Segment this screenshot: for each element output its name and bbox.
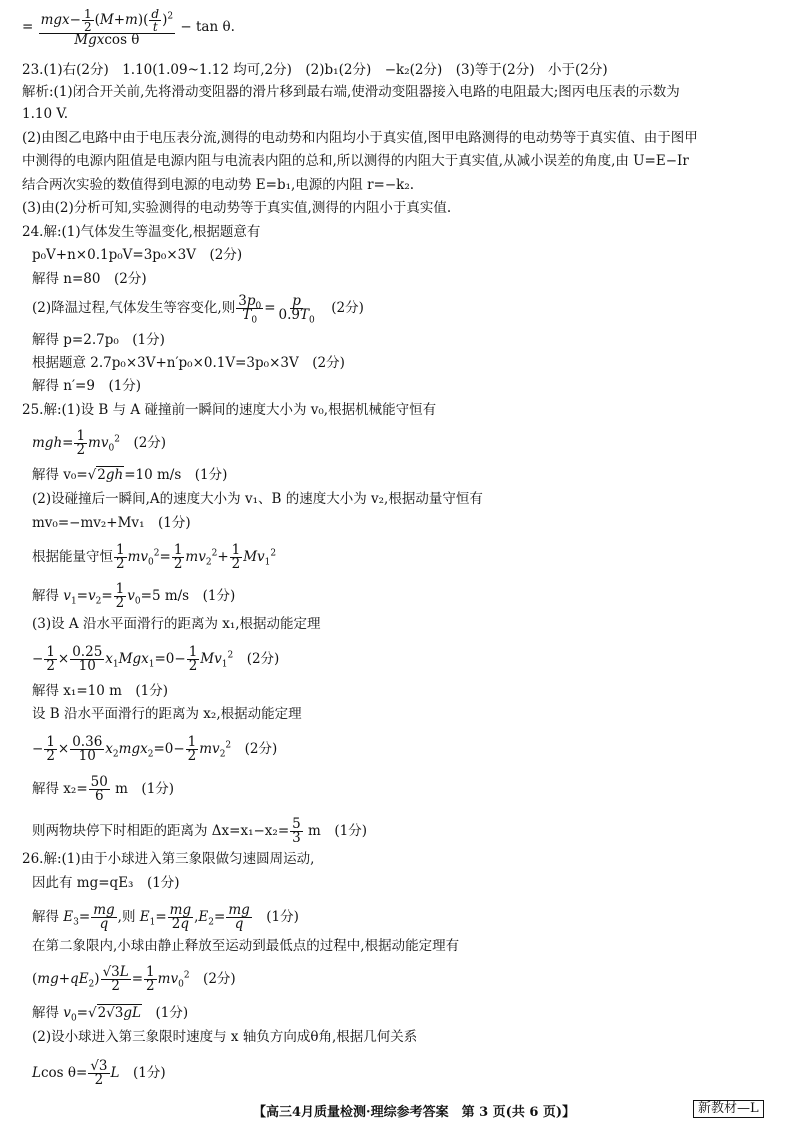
q23-analysis-3: (2)由图乙电路中由于电压表分流,测得的电动势和内阻均小于真实值,图甲电路测得的电动势等于真实值、由于图甲 bbox=[22, 130, 698, 146]
page-footer: 【高三4月质量检测·理综参考答案 第 3 页(共 6 页)】 bbox=[253, 1105, 576, 1120]
q26-part2: (2)设小球进入第三象限时速度与 x 轴负方向成θ角,根据几何关系 bbox=[32, 1029, 418, 1045]
q24-eq-3: 根据题意 2.7p₀×3V+n′p₀×0.1V=3p₀×3V (2分) bbox=[32, 355, 345, 371]
q26-intro: 26.解:(1)由于小球进入第三象限做匀速圆周运动, bbox=[22, 851, 315, 867]
q24-result-2: 解得 p=2.7p₀ (1分) bbox=[32, 332, 165, 348]
q23-analysis-2: 1.10 V. bbox=[22, 106, 69, 122]
q25-result-3: 解得 x₁=10 m (1分) bbox=[32, 683, 169, 699]
q25-energy: 根据能量守恒 $\frac{1}{2}$ $mv_0^2=$ $\frac{1}{2}$ $mv_2^2+$ $\frac{1}{2}$ $Mv_1^2$ bbox=[32, 542, 277, 572]
q22-final-equation: = mgx− $\frac{1}{2}$ (M+m)( $\frac{d}{t}$ )$^2$ Mgxcos θ − tan θ. bbox=[22, 7, 235, 48]
q24-eq-2: (2)降温过程,气体发生等容变化,则 $\frac{3p_0}{T_0}$ = $\frac{p}{0.9T_0}$ (2分) bbox=[32, 293, 364, 326]
q23-answer: 23.(1)右(2分) 1.10(1.09~1.12 均可,2分) (2)b₁(2分) −k₂(2分) (3)等于(2分) 小于(2分) bbox=[22, 62, 608, 78]
q25-eq-a: − $\frac{1}{2}$ × $\frac{0.25}{10}$ $x_1Mgx_1=0-$ $\frac{1}{2}$ $Mv_1^2$ (2分) bbox=[32, 644, 280, 674]
q24-result-3: 解得 n′=9 (1分) bbox=[32, 378, 142, 394]
q23-analysis-6: (3)由(2)分析可知,实验测得的电动势等于真实值,测得的内阻小于真实值. bbox=[22, 200, 452, 216]
q26-eq-1: 因此有 mg=qE₃ (1分) bbox=[32, 875, 180, 891]
q24-result-1: 解得 n=80 (2分) bbox=[32, 271, 147, 287]
q25-result-2: 解得 $v_1=v_2=$ $\frac{1}{2}$ $v_0=5$ m/s (1分) bbox=[32, 581, 236, 611]
edition-badge: 新教材—L bbox=[693, 1100, 764, 1118]
q25-eq-b: − $\frac{1}{2}$ × $\frac{0.36}{10}$ $x_2mgx_2=0-$ $\frac{1}{2}$ $mv_2^2$ (2分) bbox=[32, 734, 278, 764]
q24-intro: 24.解:(1)气体发生等温变化,根据题意有 bbox=[22, 224, 261, 240]
q23-analysis-4: 中测得的电源内阻值是电源内阻与电流表内阻的总和,所以测得的内阻大于真实值,从减小误差的角度,由 U=E−Ir bbox=[22, 153, 689, 169]
q25-intro: 25.解:(1)设 B 与 A 碰撞前一瞬间的速度大小为 v₀,根据机械能守恒有 bbox=[22, 402, 437, 418]
q26-result-2: 解得 $v_0=√2√3gL$ (1分) bbox=[32, 1005, 189, 1024]
q26-result-1: 解得 $E_3=$ $\frac{mg}{q}$ ,则 $E_1=$ $\frac{mg}{2q}$ $,E_2=$ $\frac{mg}{q}$ (1分) bbox=[32, 902, 299, 932]
q25-result-1: 解得 v₀=√2gh=10 m/s (1分) bbox=[32, 467, 228, 483]
q26-part1b: 在第二象限内,小球由静止释放至运动到最低点的过程中,根据动能定理有 bbox=[32, 938, 460, 954]
q26-eq-3: Lcos θ= $\frac{√3}{2}$ L (1分) bbox=[32, 1058, 166, 1088]
q25-distance: 则两物块停下时相距的距离为 Δx=x₁−x₂= $\frac{5}{3}$ m (1分) bbox=[32, 816, 367, 846]
q23-analysis-1: 解析:(1)闭合开关前,先将滑动变阻器的滑片移到最右端,使滑动变阻器接入电路的电阻最大;图丙电压表的示数为 bbox=[22, 84, 680, 100]
q23-analysis-5: 结合两次实验的数值得到电源的电动势 E=b₁,电源的内阻 r=−k₂. bbox=[22, 177, 415, 193]
q25-eq-1: mgh= $\frac{1}{2}$ $mv_0^2$ (2分) bbox=[32, 428, 167, 458]
q24-eq-1: p₀V+n×0.1p₀V=3p₀×3V (2分) bbox=[32, 247, 243, 263]
q25-result-4: 解得 x₂= $\frac{50}{6}$ m (1分) bbox=[32, 774, 175, 804]
q26-eq-2: $(mg+qE_2)$ $\frac{√3L}{2}$ = $\frac{1}{2}$ $mv_0^2$ (2分) bbox=[32, 964, 236, 994]
q25-part3: (3)设 A 沿水平面滑行的距离为 x₁,根据动能定理 bbox=[32, 616, 321, 632]
q25-part2: (2)设碰撞后一瞬间,A的速度大小为 v₁、B 的速度大小为 v₂,根据动量守恒有 bbox=[32, 491, 483, 507]
q25-momentum: mv₀=−mv₂+Mv₁ (1分) bbox=[32, 515, 191, 531]
q25-part3b: 设 B 沿水平面滑行的距离为 x₂,根据动能定理 bbox=[32, 706, 302, 722]
